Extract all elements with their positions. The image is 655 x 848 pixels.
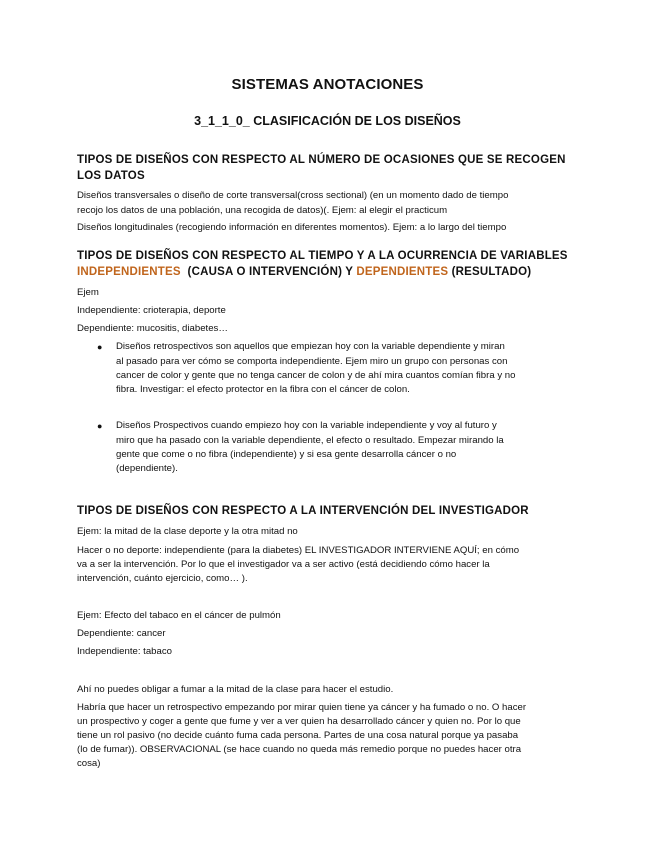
section3-paragraph3-line5: cosa) — [77, 758, 101, 769]
section3-heading: TIPOS DE DISEÑOS CON RESPECTO A LA INTERVENCIÓN DEL INVESTIGADOR — [77, 505, 529, 517]
section3-paragraph3-line2: un prospectivo y coger a gente que fume y ver a ver quien ha desarrollado cáncer y quien no. Por lo que — [77, 716, 521, 727]
section1-heading-line2: LOS DATOS — [77, 170, 145, 182]
section2-independiente: Independiente: crioterapia, deporte — [77, 305, 226, 316]
bullet2-line2: miro que ha pasado con la variable dependiente, el efecto o resultado. Empezar mirando la — [116, 435, 504, 446]
section3-paragraph3-line1: Habría que hacer un retrospectivo empezando por mirar quien tiene ya cáncer y ha fumado o no. O hacer — [77, 702, 527, 713]
bullet1-line3: cancer de color y gente que no tenga cancer de colon y de ahí mira cuantos comían fibra y no — [116, 370, 516, 381]
dependientes-highlight: DEPENDIENTES — [356, 266, 449, 278]
section3-ejem2: Ejem: Efecto del tabaco en el cáncer de pulmón — [77, 610, 281, 621]
section3-paragraph1-line1: Hacer o no deporte: independiente (para la diabetes) EL INVESTIGADOR INTERVIENE AQUÍ; en cómo — [77, 545, 520, 556]
section1-paragraph1-line1: Diseños transversales o diseño de corte transversal(cross sectional) (en un momento dado de tiempo — [77, 190, 509, 201]
section3-independiente: Independiente: tabaco — [77, 646, 172, 657]
bullet2-dot: ● — [97, 421, 103, 431]
section3-paragraph1-line2: va a ser la intervención. Por lo que el investigador va a ser activo (está decidiendo cómo hacer la — [77, 559, 490, 570]
bullet1-line2: al pasado para ver cómo se comporta independiente. Ejem miro un grupo con personas con — [116, 356, 508, 367]
page-subtitle: 3_1_1_0_ CLASIFICACIÓN DE LOS DISEÑOS — [194, 114, 461, 128]
bullet1-line4: fibra. Investigar: el efecto protector en la fibra con el cáncer de colon. — [116, 384, 410, 395]
section3-paragraph3-line3: tiene un rol pasivo (no decide cuánto fuma cada persona. Partes de una cosa natural porque ya pasaba — [77, 730, 519, 741]
section3-ejem1: Ejem: la mitad de la clase deporte y la otra mitad no — [77, 526, 298, 537]
section1-heading-line1: TIPOS DE DISEÑOS CON RESPECTO AL NÚMERO DE OCASIONES QUE SE RECOGEN — [77, 154, 566, 166]
section1-paragraph2: Diseños longitudinales (recogiendo información en diferentes momentos). Ejem: a lo largo del tiempo — [77, 222, 507, 233]
section2-dependiente: Dependiente: mucositis, diabetes… — [77, 323, 228, 334]
bullet2-line4: (dependiente). — [116, 463, 178, 474]
section3-paragraph2: Ahí no puedes obligar a fumar a la mitad de la clase para hacer el estudio. — [77, 684, 394, 695]
page-title: SISTEMAS ANOTACIONES — [231, 76, 424, 93]
bullet1-line1: Diseños retrospectivos son aquellos que empiezan hoy con la variable dependiente y miran — [116, 341, 505, 352]
section3-dependiente: Dependiente: cancer — [77, 628, 166, 639]
section2-heading-middle: (CAUSA O INTERVENCIÓN) Y — [180, 266, 357, 278]
bullet2-line3: gente que come o no fibra (independiente) y si esa gente desarrolla cáncer o no — [116, 449, 457, 460]
section2-heading-line2 — [77, 266, 531, 278]
independientes-highlight: INDEPENDIENTES — [77, 266, 181, 278]
section3-paragraph1-line3: intervención, cuánto ejercicio, como… ). — [77, 573, 248, 584]
section2-heading-end: (RESULTADO) — [448, 266, 532, 278]
bullet1-dot: ● — [97, 342, 103, 352]
section2-ejem: Ejem — [77, 287, 99, 298]
bullet2-line1: Diseños Prospectivos cuando empiezo hoy con la variable independiente y voy al futuro y — [116, 420, 497, 431]
section2-heading-line1: TIPOS DE DISEÑOS CON RESPECTO AL TIEMPO Y A LA OCURRENCIA DE VARIABLES — [77, 250, 568, 262]
section1-paragraph1-line2: recojo los datos de una población, una recogida de datos)(. Ejem: al elegir el practicum — [77, 205, 448, 216]
section3-paragraph3-line4: (lo de fumar)). OBSERVACIONAL (se hace cuando no queda más remedio porque no puedes hacer otra — [77, 744, 522, 755]
